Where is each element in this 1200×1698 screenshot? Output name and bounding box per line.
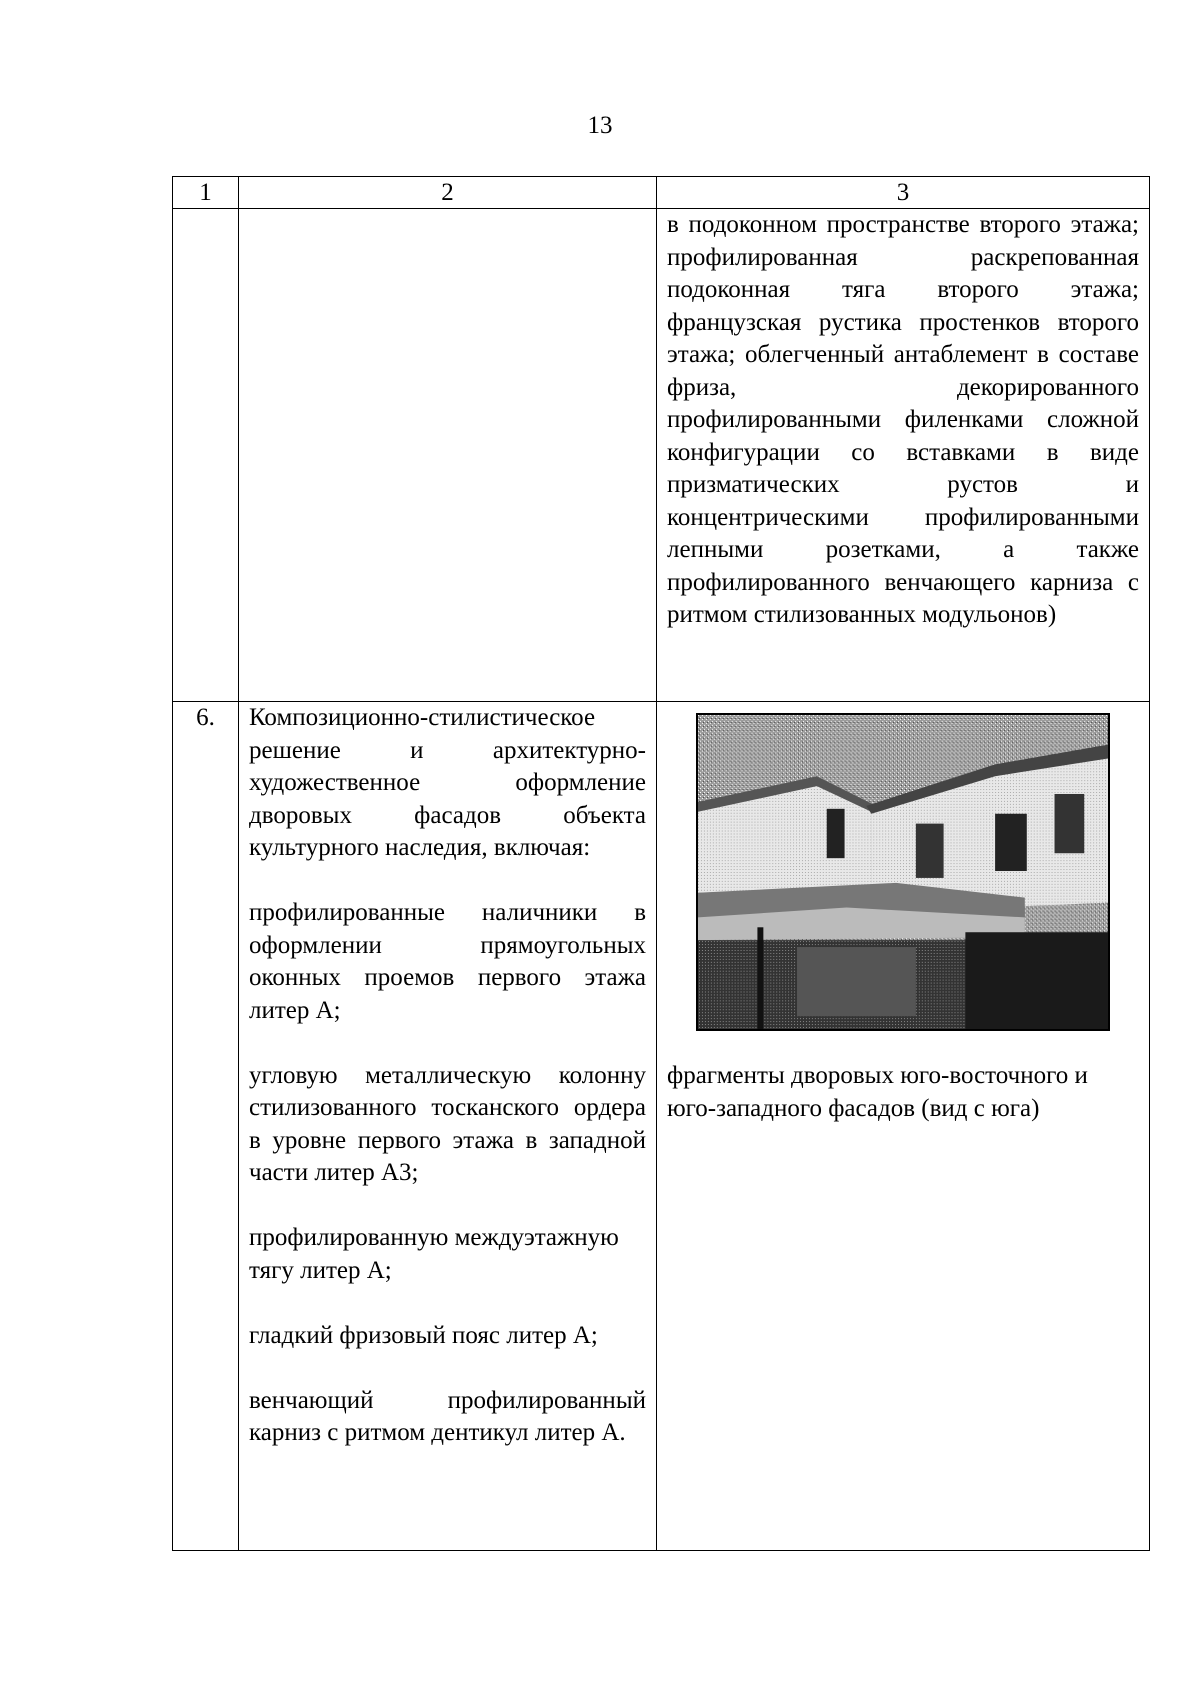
row-number-cell [173, 209, 239, 702]
table-row [173, 209, 1150, 702]
description-cell [239, 209, 657, 702]
description-cell [239, 702, 657, 1551]
list-item: профилированные наличники в оформлении прямоугольных оконных проемов первого этажа литер А; [249, 899, 646, 1024]
row-intro-text: Композиционно-стилистическое решение и архитектурно-художественное оформление дворовых фасадов объекта культурного наследия, включая: [249, 704, 646, 861]
photo-caption: фрагменты дворовых юго-восточного и юго-западного фасадов (вид с юга) [667, 1062, 1088, 1122]
document-table [172, 176, 1150, 1551]
list-item: профилированную междуэтажную тягу литер А; [249, 1224, 619, 1284]
header-cell-3: 3 [657, 177, 1150, 209]
table-header-row [173, 177, 1150, 209]
illustration-cell [657, 702, 1150, 1551]
continuation-text: в подоконном пространстве второго этажа; профилированная раскрепованная подоконная тяга второго этажа; французская рустика простенков второго этажа; облегченный антаблемент в составе фриза, декорированного профилированными филенками сложной конфигурации со вставками в виде призматических рустов и концентрическими профилированными лепными розетками, а также профилированного венчающего карниза с ритмом стилизованных модульонов) [657, 209, 1150, 702]
table-row [173, 702, 1150, 1551]
list-item: венчающий профилированный карниз с ритмом дентикул литер А. [249, 1386, 646, 1446]
list-item: угловую металлическую колонну стилизованного тосканского ордера в уровне первого этажа в западной части литер А3; [249, 1061, 646, 1186]
list-item: гладкий фризовый пояс литер А; [249, 1321, 598, 1349]
row-number-cell: 6. [173, 702, 239, 1551]
header-cell-1: 1 [173, 177, 239, 209]
page-number: 13 [587, 112, 613, 139]
building-photo [696, 713, 1110, 1031]
header-cell-2: 2 [239, 177, 657, 209]
